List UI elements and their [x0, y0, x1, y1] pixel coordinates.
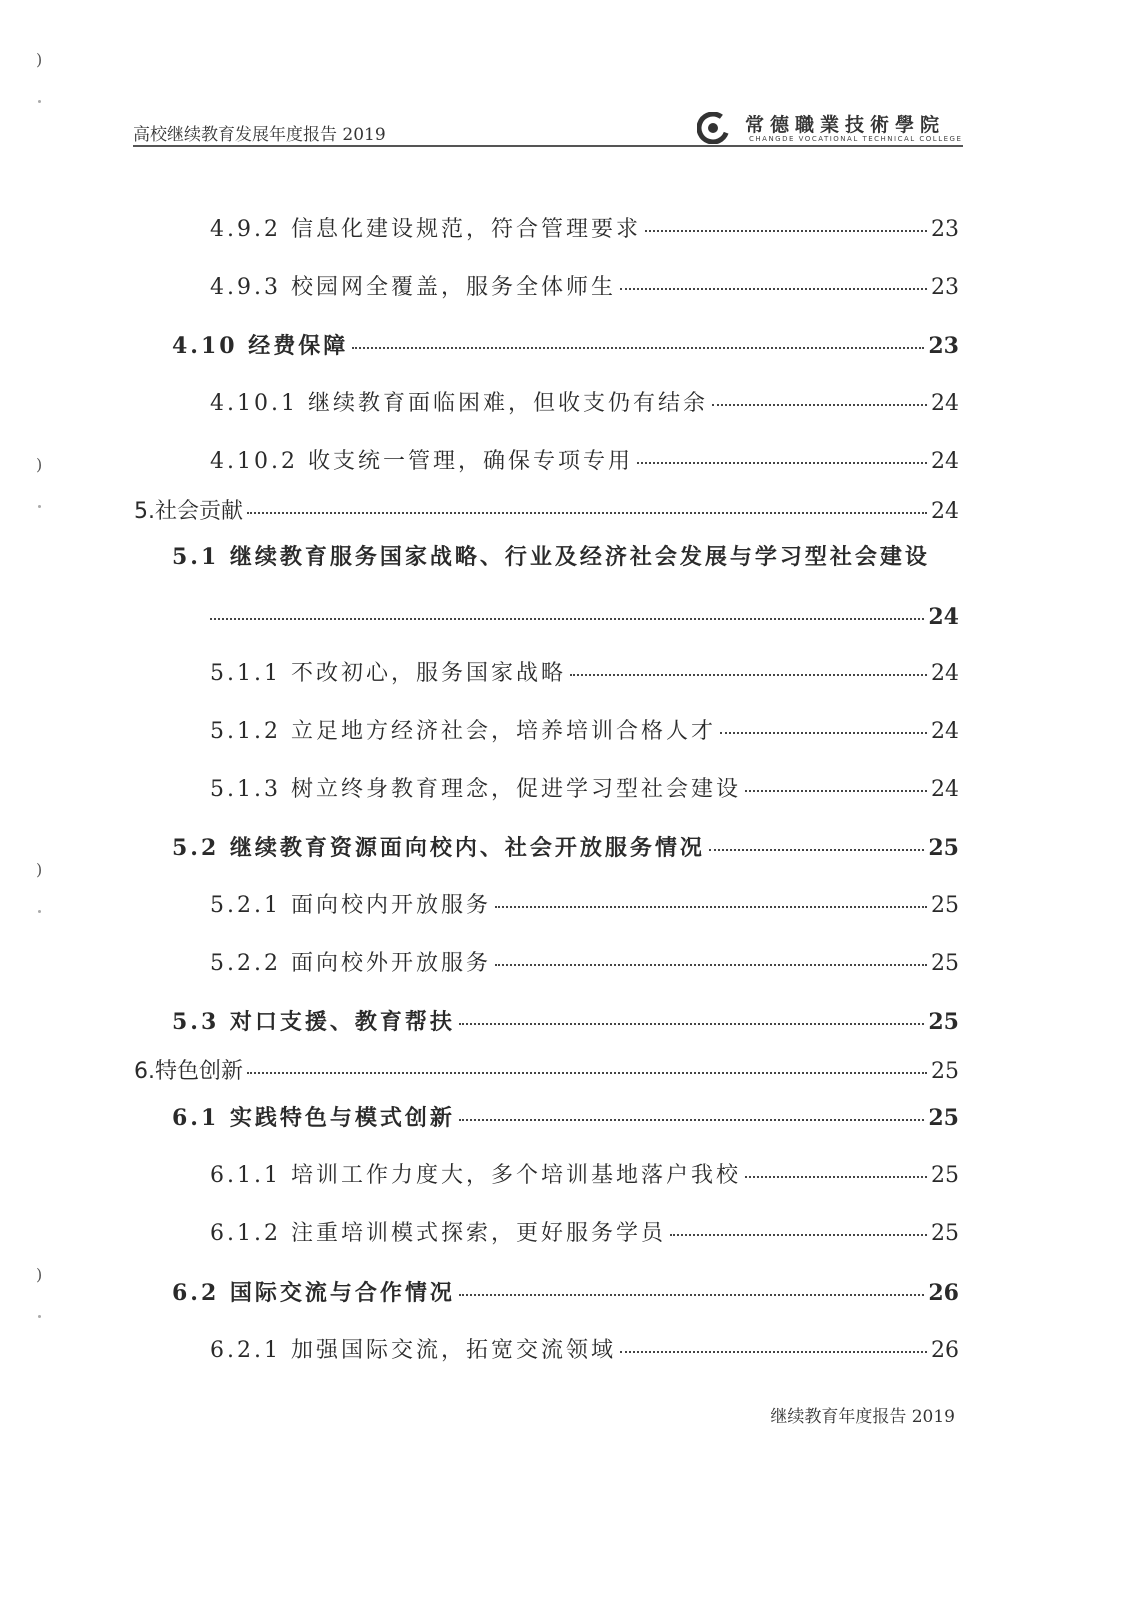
toc-leader	[570, 674, 927, 676]
toc-entry-label: 6.1.2 注重培训模式探索，更好服务学员	[210, 1221, 666, 1246]
college-logo-icon	[697, 112, 729, 144]
toc-leader	[247, 512, 927, 514]
toc-entry-label: 4.10 经费保障	[172, 333, 349, 359]
toc-entry-page: 23	[931, 217, 959, 242]
toc-entry[interactable]	[172, 1007, 959, 1037]
toc-entry-page: 24	[931, 661, 959, 686]
toc-entry-page: 24	[931, 391, 959, 416]
toc-entry-page: 25	[931, 893, 959, 918]
toc-entry-label: 6.2 国际交流与合作情况	[172, 1280, 455, 1306]
toc-entry-label: 5.1.2 立足地方经济社会，培养培训合格人才	[210, 719, 716, 744]
toc-entry-label: 5.1.1 不改初心，服务国家战略	[210, 661, 566, 686]
toc-entry[interactable]	[172, 1103, 959, 1133]
toc-entry-label: 5.2.1 面向校内开放服务	[210, 893, 491, 918]
toc-entry[interactable]	[210, 602, 959, 632]
toc-leader	[712, 404, 927, 406]
toc-entry-label: 6.1.1 培训工作力度大，多个培训基地落户我校	[210, 1163, 741, 1188]
header-divider	[133, 145, 963, 147]
margin-dot	[38, 505, 41, 508]
toc-leader	[620, 1351, 927, 1353]
toc-entry-page: 25	[928, 1105, 959, 1131]
toc-entry-page: 24	[931, 777, 959, 802]
toc-entry-label: 6.1 实践特色与模式创新	[172, 1105, 455, 1131]
college-logo	[697, 108, 962, 148]
toc-entry-page: 26	[931, 1338, 959, 1363]
margin-mark: )	[36, 455, 43, 474]
toc-entry[interactable]	[134, 497, 959, 527]
margin-mark: )	[36, 860, 43, 879]
toc-entry[interactable]	[210, 659, 959, 689]
toc-entry[interactable]	[210, 1219, 959, 1249]
toc-entry-page: 25	[928, 1009, 959, 1035]
toc-entry[interactable]	[172, 833, 959, 863]
toc-leader	[720, 732, 927, 734]
toc-entry-page: 23	[928, 333, 959, 359]
toc-entry-label: 5.社会贡献	[134, 499, 243, 524]
toc-entry[interactable]	[210, 215, 959, 245]
toc-entry-page: 24	[931, 449, 959, 474]
toc-entry[interactable]	[210, 949, 959, 979]
toc-entry-label: 5.2 继续教育资源面向校内、社会开放服务情况	[172, 835, 705, 861]
toc-entry-label: 5.3 对口支援、教育帮扶	[172, 1009, 455, 1035]
toc-leader	[495, 906, 927, 908]
toc-entry-page: 24	[931, 499, 959, 524]
toc-entry-label: 5.1.3 树立终身教育理念，促进学习型社会建设	[210, 777, 741, 802]
toc-entry-label: 6.特色创新	[134, 1059, 243, 1084]
toc-entry-page: 25	[931, 951, 959, 976]
page-footer-title: 继续教育年度报告 2019	[770, 1407, 955, 1427]
toc-entry-label: 4.10.1 继续教育面临困难，但收支仍有结余	[210, 391, 708, 416]
toc-entry-page: 25	[931, 1221, 959, 1246]
toc-entry[interactable]	[172, 1278, 959, 1308]
toc-entry-page: 24	[928, 604, 959, 630]
toc-leader	[745, 1176, 927, 1178]
toc-entry[interactable]	[210, 273, 959, 303]
toc-entry[interactable]	[172, 331, 959, 361]
toc-entry[interactable]	[210, 717, 959, 747]
toc-leader	[459, 1119, 924, 1121]
toc-entry-label: 5.2.2 面向校外开放服务	[210, 951, 491, 976]
toc-leader	[670, 1234, 927, 1236]
college-logo-name: 常德職業技術學院	[745, 114, 946, 136]
toc-leader	[247, 1072, 927, 1074]
toc-leader	[637, 462, 927, 464]
margin-dot	[38, 1315, 41, 1318]
toc-entry[interactable]	[134, 1057, 959, 1087]
toc-leader	[459, 1023, 924, 1025]
toc-leader	[620, 288, 927, 290]
toc-entry-page: 24	[931, 719, 959, 744]
toc-leader	[210, 618, 924, 620]
page-header-title: 高校继续教育发展年度报告 2019	[133, 125, 386, 145]
toc-entry-page: 25	[928, 835, 959, 861]
toc-leader	[352, 347, 924, 349]
toc-entry-page: 23	[931, 275, 959, 300]
margin-mark: )	[36, 50, 43, 69]
toc-entry[interactable]	[210, 891, 959, 921]
toc-entry[interactable]	[210, 447, 959, 477]
toc-entry-label: 6.2.1 加强国际交流，拓宽交流领域	[210, 1338, 616, 1363]
toc-entry-page: 25	[931, 1059, 959, 1084]
toc-leader	[709, 849, 924, 851]
toc-entry[interactable]	[210, 389, 959, 419]
toc-entry-label: 4.10.2 收支统一管理，确保专项专用	[210, 449, 633, 474]
toc-entry-page: 25	[931, 1163, 959, 1188]
toc-leader	[745, 790, 927, 792]
margin-dot	[38, 910, 41, 913]
toc-entry[interactable]	[210, 775, 959, 805]
toc-entry-label: 4.9.3 校园网全覆盖，服务全体师生	[210, 275, 616, 300]
toc-entry[interactable]	[210, 1161, 959, 1191]
toc-entry-page: 26	[928, 1280, 959, 1306]
toc-entry-label: 4.9.2 信息化建设规范，符合管理要求	[210, 217, 641, 242]
toc-entry-label[interactable]: 5.1 继续教育服务国家战略、行业及经济社会发展与学习型社会建设	[172, 544, 930, 570]
margin-mark: )	[36, 1265, 43, 1284]
margin-dot	[38, 100, 41, 103]
college-logo-subtitle: CHANGDE VOCATIONAL TECHNICAL COLLEGE	[749, 135, 963, 143]
toc-leader	[495, 964, 927, 966]
toc-leader	[459, 1294, 924, 1296]
toc-leader	[645, 230, 927, 232]
toc-entry[interactable]	[210, 1336, 959, 1366]
